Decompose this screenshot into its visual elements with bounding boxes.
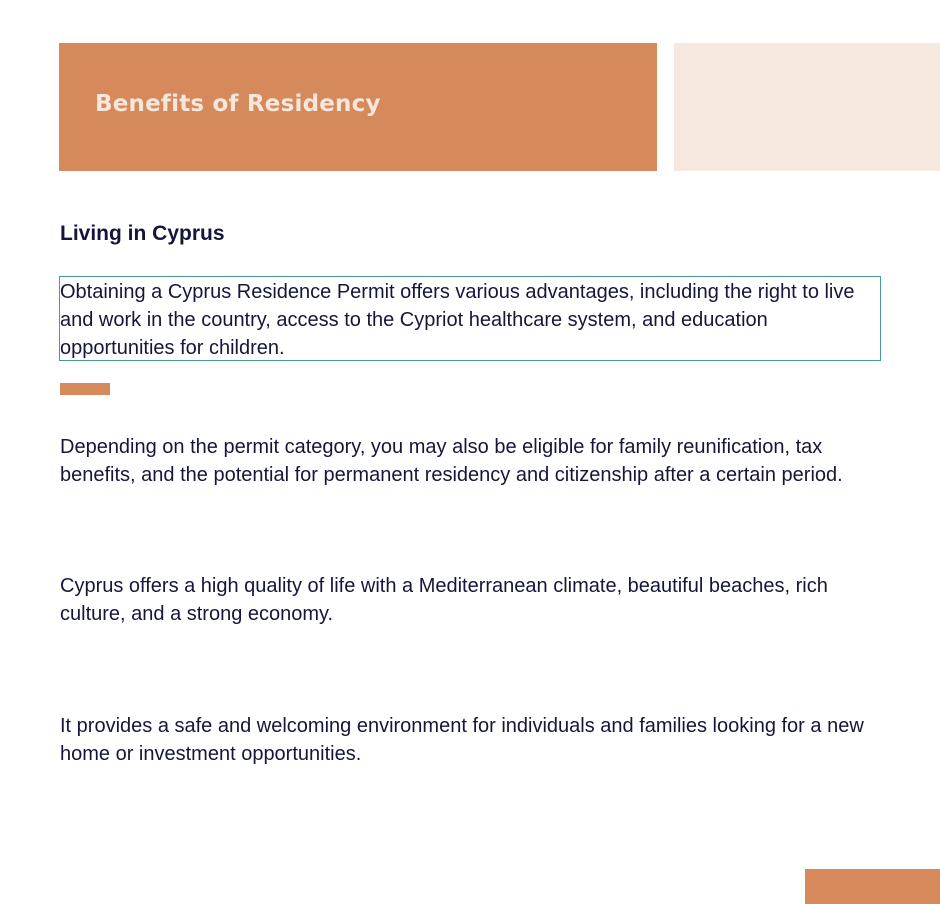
- body-paragraph-permit-benefits: Depending on the permit category, you may also be eligible for family reunification, tax benefits, and the potential for permanent residency and citizenship after a certain period.: [60, 436, 843, 486]
- section-heading: Living in Cyprus: [60, 222, 225, 245]
- page-title: Benefits of Residency: [95, 91, 381, 117]
- accent-divider: [60, 383, 110, 395]
- body-paragraph-quality-of-life: Cyprus offers a high quality of life with a Mediterranean climate, beautiful beaches, rich culture, and a strong economy.: [60, 575, 828, 625]
- title-banner: [59, 43, 657, 171]
- decorative-side-panel: [674, 43, 940, 171]
- body-paragraph-environment: It provides a safe and welcoming environment for individuals and families looking for a new home or investment opportunities.: [60, 715, 864, 765]
- decorative-corner-block: [805, 869, 940, 904]
- intro-paragraph[interactable]: Obtaining a Cyprus Residence Permit offers various advantages, including the right to live and work in the country, access to the Cypriot healthcare system, and education opportunities for children.: [60, 281, 855, 359]
